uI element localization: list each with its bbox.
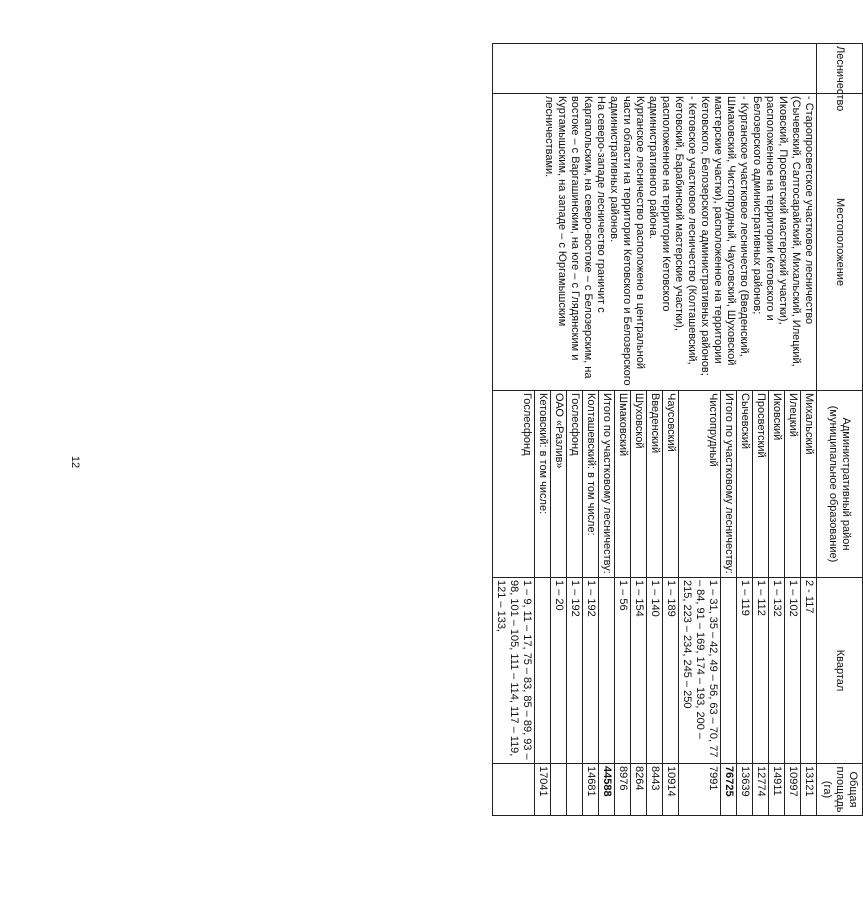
- table-header-row: [817, 44, 863, 816]
- area-cell: 8264: [631, 764, 647, 816]
- area-cell: 8976: [615, 764, 631, 816]
- quarter-cell: 2 - 117: [801, 578, 817, 764]
- district-cell: ОАО «Разлив»: [551, 391, 567, 578]
- district-cell: Михальский: [801, 391, 817, 578]
- district-cell: Чистопрудный: [679, 391, 721, 578]
- quarter-cell: 1 – 20: [551, 578, 567, 764]
- quarter-cell: 1 – 140: [647, 578, 663, 764]
- district-cell: Кетовский: в том числе:: [535, 391, 551, 578]
- district-cell: Просветский: [753, 391, 769, 578]
- forestry-name-cell: [493, 44, 817, 94]
- area-cell: 14911: [769, 764, 785, 816]
- quarter-cell: [535, 578, 551, 764]
- quarter-cell: 1 – 189: [663, 578, 679, 764]
- quarter-cell: 1 – 132: [769, 578, 785, 764]
- quarter-cell: 1 – 102: [785, 578, 801, 764]
- area-cell: 12774: [753, 764, 769, 816]
- quarter-cell: 1 – 112: [753, 578, 769, 764]
- quarter-cell: 1 – 56: [615, 578, 631, 764]
- district-cell: Итого по участковому лесничеству:: [721, 391, 737, 578]
- header-location: Местоположение: [817, 94, 863, 391]
- quarter-cell: 1 – 154: [631, 578, 647, 764]
- area-cell: 7991: [679, 764, 721, 816]
- area-cell: 17041: [535, 764, 551, 816]
- header-forestry: Лесничество: [817, 44, 863, 94]
- district-cell: Шмаковский: [615, 391, 631, 578]
- area-total-cell: 76725: [721, 764, 737, 816]
- area-cell: 14681: [583, 764, 599, 816]
- area-total-cell: 44588: [599, 764, 615, 816]
- page-number: 12: [69, 455, 81, 469]
- quarter-cell: 1 – 31, 35 – 42, 49 – 56, 63 – 70, 77 – 84, 91 – 169, 174 – 193, 200 – 215, 223 – 234, 245 – 250: [679, 578, 721, 764]
- district-cell: Введенский: [647, 391, 663, 578]
- area-cell: 10914: [663, 764, 679, 816]
- quarter-cell: 1 – 9, 11 – 17, 75 – 83, 85 – 89, 93 – 98, 101 – 105, 111 – 114, 117 – 119, 121 – 133,: [493, 578, 535, 764]
- forestry-table-rotated: [103, 43, 863, 815]
- area-cell: 13121: [801, 764, 817, 816]
- quarter-cell: [721, 578, 737, 764]
- district-cell: Колташевский: в том числе:: [583, 391, 599, 578]
- area-cell: 8443: [647, 764, 663, 816]
- district-cell: Гослесфонд: [567, 391, 583, 578]
- district-cell: Итого по участковому лесничеству:: [599, 391, 615, 578]
- district-cell: Илецкий: [785, 391, 801, 578]
- table-row: [801, 44, 817, 816]
- quarter-cell: [599, 578, 615, 764]
- header-district: Административный район (муниципальное образование): [817, 391, 863, 578]
- district-cell: Гослесфонд: [493, 391, 535, 578]
- district-cell: Иковский: [769, 391, 785, 578]
- area-cell: 10997: [785, 764, 801, 816]
- quarter-cell: 1 – 192: [583, 578, 599, 764]
- area-cell: [551, 764, 567, 816]
- quarter-cell: 1 – 119: [737, 578, 753, 764]
- district-cell: Чаусовский: [663, 391, 679, 578]
- district-cell: Сычевский: [737, 391, 753, 578]
- header-area: Общая площадь (га): [817, 764, 863, 816]
- forestry-table: [492, 43, 863, 816]
- area-cell: [567, 764, 583, 816]
- area-cell: [493, 764, 535, 816]
- quarter-cell: 1 – 192: [567, 578, 583, 764]
- area-cell: 13639: [737, 764, 753, 816]
- header-quarter: Квартал: [817, 578, 863, 764]
- district-cell: Шуховской: [631, 391, 647, 578]
- location-description: - Старопросветское участковое лесничество (Сычевский, Салтосарайский, Михальский, Илецкий, Иковский, Просветский мастерский участки), расположенное на территории Кетовского и Белозерского административных районов; - Курганское участковое лесничество (Введенский, Шмаковский, Чистопрудный, Чаусовский, Шуховской мастерские участки), расположенное на территории Кетовского, Белозерского административных районов; - Кетовское участковое лесничество (Колташевский, Кетовский, Барабинский мастерские участки), расположенное на территории Кетовского административного района. Курганское лесничество расположено в центральной части области на территории Кетовского и Белозерского административных районов. На северо-западе лесничество граничит с Каргапольским, на северо-востоке – с Белозерским, на востоке – с Варгашинским, на юге – с Глядянским и Куртамышским, на западе – с Юргамышским лесничествами.: [493, 94, 817, 391]
